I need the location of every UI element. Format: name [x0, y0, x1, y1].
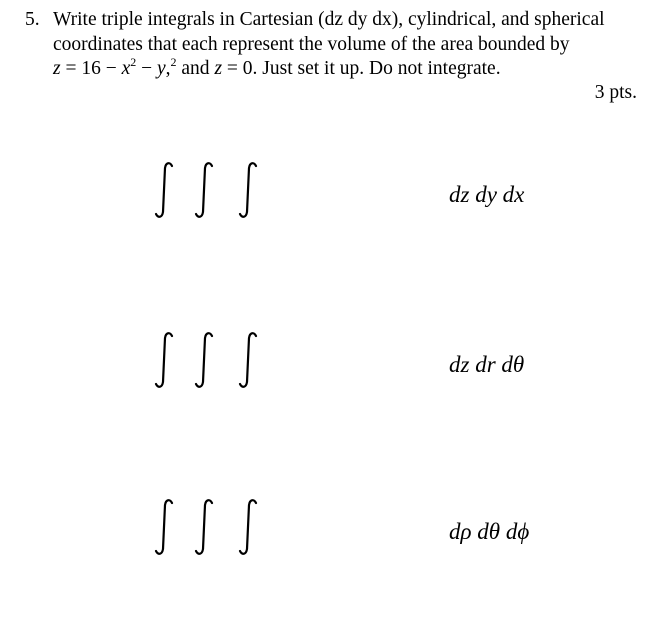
integral-icon [236, 330, 262, 390]
points-label: 3 pts. [594, 82, 637, 103]
problem-text [53, 8, 605, 82]
exponent-2: 2 [130, 55, 137, 69]
problem-line-3 [53, 57, 605, 82]
integral-icon [236, 160, 262, 220]
integral-row-cylindrical [0, 330, 655, 410]
math-z-2: z [214, 58, 223, 79]
minus-sign: − [136, 58, 157, 79]
integral-icon [152, 160, 178, 220]
differentials-spherical: dρ dθ dϕ [449, 519, 530, 544]
comma: , [165, 58, 171, 79]
integral-row-cartesian [0, 160, 655, 240]
math-y: y [157, 58, 166, 79]
integral-icon [152, 497, 178, 557]
and-text: and [176, 58, 215, 79]
exponent-2b: 2 [170, 55, 177, 69]
problem-number: 5. [25, 9, 40, 30]
differentials-cartesian: dz dy dx [449, 182, 525, 207]
math-z: z [53, 58, 61, 79]
problem-line-2: coordinates that each represent the volume of the area bounded by [53, 33, 570, 55]
integral-icon [236, 497, 262, 557]
equals-zero-instructions: = 0. Just set it up. Do not integrate. [222, 58, 501, 79]
integral-icon [192, 497, 218, 557]
integral-row-spherical [0, 497, 655, 577]
equals-sixteen: = 16 − [60, 58, 122, 79]
problem-line-1: Write triple integrals in Cartesian (dz dy dx), cylindrical, and spherical [53, 9, 605, 30]
integral-icon [192, 330, 218, 390]
differentials-cylindrical: dz dr dθ [449, 352, 525, 377]
integral-icon [192, 160, 218, 220]
integral-icon [152, 330, 178, 390]
math-x: x [121, 58, 131, 79]
